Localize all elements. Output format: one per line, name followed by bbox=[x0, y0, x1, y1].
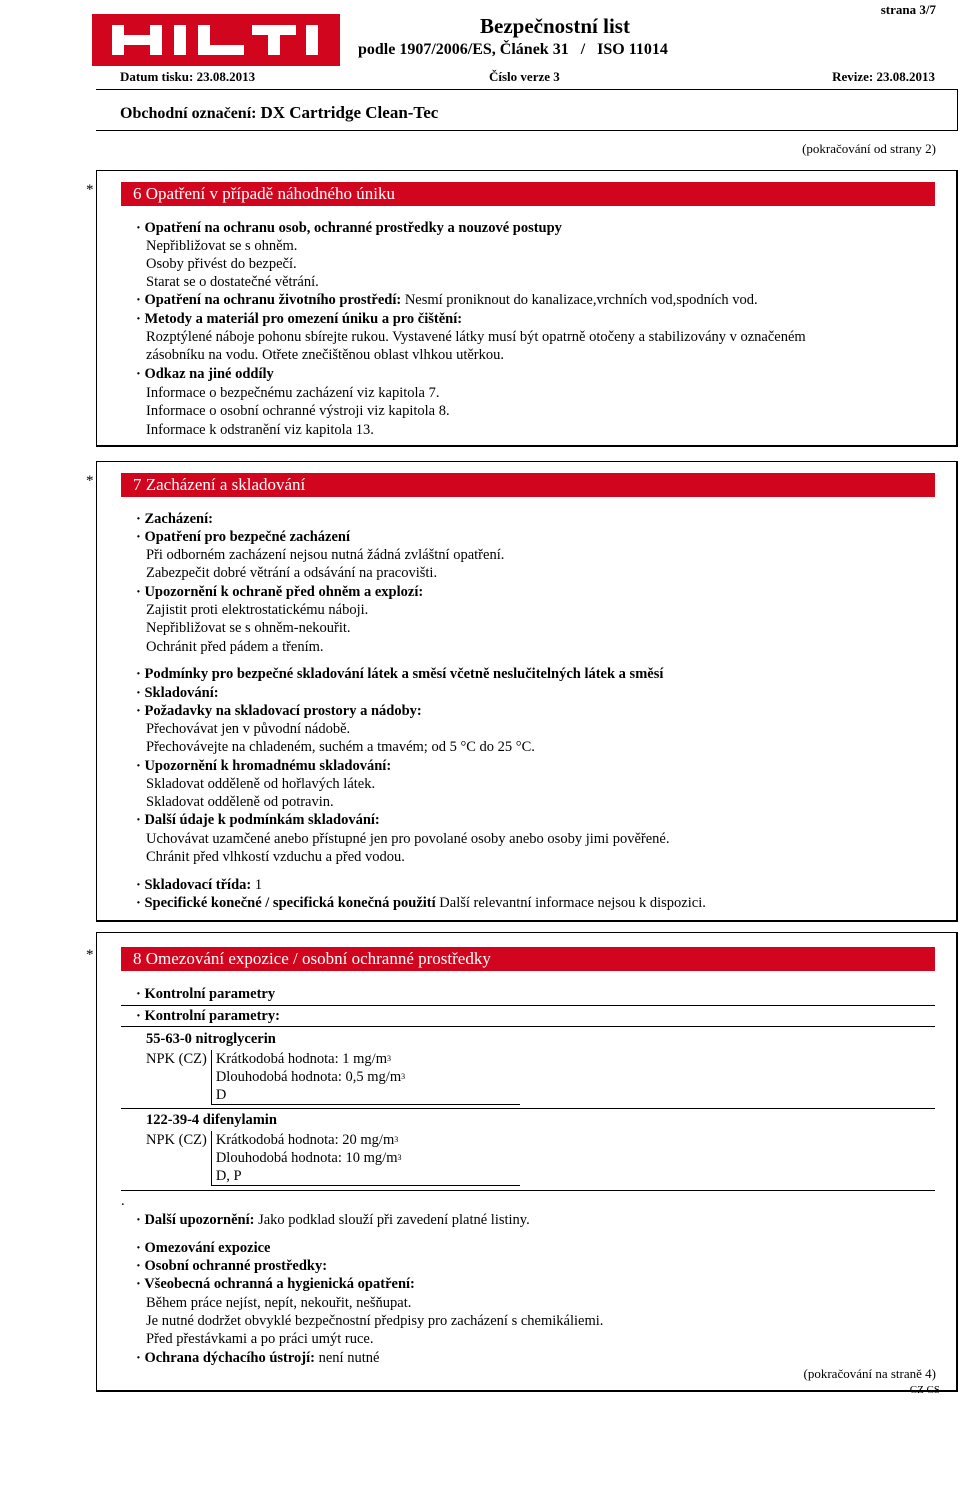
field-label: · Podmínky pro bezpečné skladování látek a směsí včetně neslučitelných látek a směsí bbox=[136, 666, 664, 682]
text-row bbox=[146, 237, 297, 255]
field-text: Informace o bezpečnému zacházení viz kapitola 7. bbox=[146, 385, 440, 401]
document-title: Bezpečnostní list bbox=[480, 14, 630, 38]
field-text: Nesmí proniknout do kanalizace,vrchních vod,spodních vod. bbox=[401, 292, 758, 308]
field-text: Zabezpečit dobré větrání a odsávání na pracovišti. bbox=[146, 565, 438, 581]
text-row bbox=[146, 830, 669, 848]
field-text: Starat se o dostatečné větrání. bbox=[146, 274, 319, 290]
field-row bbox=[136, 528, 350, 546]
table-end-dot: . bbox=[121, 1193, 125, 1209]
text-row bbox=[146, 601, 368, 619]
divider bbox=[121, 1108, 935, 1109]
limit-note: D bbox=[215, 1087, 227, 1103]
field-text: Informace k odstranění viz kapitola 13. bbox=[146, 422, 374, 438]
field-label: · Upozornění k hromadnému skladování: bbox=[136, 758, 392, 774]
text-row bbox=[146, 848, 405, 866]
field-row bbox=[136, 510, 213, 528]
field-label: · Odkaz na jiné oddíly bbox=[136, 366, 274, 382]
field-label: · Všeobecná ochranná a hygienická opatření: bbox=[136, 1276, 415, 1292]
limits-table bbox=[142, 1131, 520, 1186]
text-row bbox=[146, 564, 437, 582]
field-text: Nepřibližovat se s ohněm-nekouřit. bbox=[146, 620, 351, 636]
version-number: Číslo verze 3 bbox=[489, 69, 560, 84]
field-text: není nutné bbox=[314, 1350, 380, 1366]
field-text: Při odborném zacházení nejsou nutná žádná zvláštní opatření. bbox=[146, 547, 505, 563]
change-marker: * bbox=[86, 182, 94, 198]
field-row bbox=[136, 757, 391, 775]
field-label: · Skladovací třída: bbox=[136, 877, 252, 893]
text-row bbox=[146, 328, 806, 346]
field-row bbox=[136, 219, 562, 237]
npk-label: NPK (CZ) bbox=[142, 1050, 211, 1105]
field-row bbox=[136, 291, 758, 309]
field-label: · Metody a materiál pro omezení úniku a pro čištění: bbox=[136, 311, 463, 327]
field-row bbox=[136, 1349, 379, 1367]
unit-superscript: 3 bbox=[397, 1153, 402, 1162]
continued-from: (pokračování od strany 2) bbox=[802, 141, 936, 156]
limit-values bbox=[211, 1131, 520, 1186]
document-subtitle: podle 1907/2006/ES, Článek 31 / ISO 11014 bbox=[358, 41, 668, 58]
field-row bbox=[136, 665, 663, 683]
print-date: Datum tisku: 23.08.2013 bbox=[120, 69, 256, 84]
text-row bbox=[146, 384, 439, 402]
field-label: · Specifické konečné / specifická konečná použití bbox=[136, 895, 436, 911]
text-row bbox=[146, 273, 319, 291]
field-label: · Opatření pro bezpečné zacházení bbox=[136, 529, 350, 545]
text-row bbox=[146, 793, 334, 811]
section-6-title: 6 Opatření v případě náhodného úniku bbox=[121, 182, 935, 206]
substance-name: 55-63-0 nitroglycerin bbox=[146, 1031, 276, 1047]
field-text: Přechovávejte na chladeném, suchém a tmavém; od 5 °C do 25 °C. bbox=[146, 739, 535, 755]
text-row bbox=[146, 619, 351, 637]
limits-table bbox=[142, 1050, 520, 1105]
field-row bbox=[136, 1257, 327, 1275]
field-row bbox=[136, 876, 262, 894]
text-row bbox=[146, 720, 350, 738]
change-marker: * bbox=[86, 473, 94, 489]
text-row bbox=[146, 775, 375, 793]
header-divider bbox=[96, 89, 958, 90]
divider bbox=[121, 1026, 935, 1027]
divider bbox=[121, 1005, 935, 1006]
substance-name: 122-39-4 difenylamin bbox=[146, 1112, 277, 1128]
field-text: Nepřibližovat se s ohněm. bbox=[146, 238, 298, 254]
unit-superscript: 3 bbox=[386, 1054, 391, 1063]
field-label: · Opatření na ochranu osob, ochranné prostředky a nouzové postupy bbox=[136, 220, 562, 236]
header-right-border bbox=[957, 89, 958, 131]
field-label: · Zacházení: bbox=[136, 511, 213, 527]
divider bbox=[121, 1190, 935, 1191]
section-8-title: 8 Omezování expozice / osobní ochranné prostředky bbox=[121, 947, 935, 971]
trade-value: DX Cartridge Clean-Tec bbox=[260, 103, 439, 122]
field-row bbox=[136, 1211, 530, 1229]
field-row bbox=[136, 1239, 271, 1257]
change-marker: * bbox=[86, 947, 94, 963]
unit-superscript: 3 bbox=[394, 1135, 399, 1144]
text-row bbox=[146, 738, 535, 756]
field-label: · Další upozornění: bbox=[136, 1212, 255, 1228]
field-row bbox=[136, 811, 380, 829]
field-text: Další relevantní informace nejsou k dispozici. bbox=[435, 895, 706, 911]
text-row bbox=[146, 255, 297, 273]
trade-label: Obchodní označení: bbox=[120, 105, 261, 122]
page-number: strana 3/7 bbox=[880, 2, 936, 17]
field-text: Ochránit před pádem a třením. bbox=[146, 639, 324, 655]
field-text: Skladovat odděleně od hořlavých látek. bbox=[146, 776, 376, 792]
text-row bbox=[146, 421, 374, 439]
section-7-title: 7 Zacházení a skladování bbox=[121, 473, 935, 497]
field-text: Přechovávat jen v původní nádobě. bbox=[146, 721, 351, 737]
field-label: · Upozornění k ochraně před ohněm a explozí: bbox=[136, 584, 424, 600]
field-row bbox=[136, 583, 423, 601]
text-row bbox=[146, 1312, 603, 1330]
language-code: CZ CS bbox=[909, 1384, 940, 1396]
text-row bbox=[146, 1294, 411, 1312]
field-text: 1 bbox=[251, 877, 263, 893]
control-parameters-heading: · Kontrolní parametry bbox=[136, 986, 276, 1002]
field-text: Zajistit proti elektrostatickému náboji. bbox=[146, 602, 369, 618]
field-row bbox=[136, 1275, 415, 1293]
field-text: Je nutné dodržet obvyklé bezpečnostní předpisy pro zacházení s chemikáliemi. bbox=[146, 1313, 604, 1329]
trade-divider bbox=[96, 130, 958, 131]
field-text: Skladovat odděleně od potravin. bbox=[146, 794, 334, 810]
continued-to: (pokračování na straně 4) bbox=[803, 1366, 936, 1381]
field-text: Osoby přivést do bezpečí. bbox=[146, 256, 297, 272]
limit-note: D, P bbox=[215, 1168, 242, 1184]
field-row bbox=[136, 310, 462, 328]
long-term-value: Dlouhodobá hodnota: 10 mg/m bbox=[215, 1150, 398, 1166]
field-text: Během práce nejíst, nepít, nekouřit, nešňupat. bbox=[146, 1295, 412, 1311]
field-text: Před přestávkami a po práci umýt ruce. bbox=[146, 1331, 374, 1347]
text-row bbox=[146, 402, 450, 420]
field-row bbox=[136, 365, 274, 383]
text-row bbox=[146, 1330, 374, 1348]
npk-label: NPK (CZ) bbox=[142, 1131, 211, 1186]
field-text: Informace o osobní ochranné výstroji viz kapitola 8. bbox=[146, 403, 450, 419]
hilti-logo bbox=[92, 14, 340, 66]
trade-name bbox=[120, 103, 438, 123]
revision-date: Revize: 23.08.2013 bbox=[832, 69, 935, 84]
field-row bbox=[136, 894, 706, 912]
hilti-logo-mark bbox=[92, 14, 340, 66]
short-term-value: Krátkodobá hodnota: 20 mg/m bbox=[215, 1132, 395, 1148]
field-row bbox=[136, 702, 422, 720]
field-text: Rozptýlené náboje pohonu sbírejte rukou. Vystavené látky musí být opatrně otočeny a stabilizovány v označeném bbox=[146, 329, 806, 345]
field-text: Chránit před vlhkostí vzduchu a před vodou. bbox=[146, 849, 405, 865]
control-parameters-subheading: · Kontrolní parametry: bbox=[136, 1008, 280, 1024]
field-label: · Skladování: bbox=[136, 685, 219, 701]
text-row bbox=[146, 638, 324, 656]
field-label: · Omezování expozice bbox=[136, 1240, 271, 1256]
short-term-value: Krátkodobá hodnota: 1 mg/m bbox=[215, 1051, 387, 1067]
field-label: · Požadavky na skladovací prostory a nádoby: bbox=[136, 703, 422, 719]
unit-superscript: 3 bbox=[401, 1072, 406, 1081]
text-row bbox=[146, 346, 504, 364]
field-label: · Další údaje k podmínkám skladování: bbox=[136, 812, 380, 828]
text-row bbox=[146, 546, 504, 564]
long-term-value: Dlouhodobá hodnota: 0,5 mg/m bbox=[215, 1069, 402, 1085]
field-label: · Ochrana dýchacího ústrojí: bbox=[136, 1350, 315, 1366]
field-label: · Opatření na ochranu životního prostředí: bbox=[136, 292, 402, 308]
field-row bbox=[136, 684, 219, 702]
limit-values bbox=[211, 1050, 520, 1105]
field-text: Uchovávat uzamčené anebo přístupné jen pro povolané osoby anebo osoby jimi pověřené. bbox=[146, 831, 670, 847]
field-text: zásobníku na vodu. Otřete znečištěnou oblast vlhkou utěrkou. bbox=[146, 347, 504, 363]
field-text: Jako podklad slouží při zavedení platné listiny. bbox=[254, 1212, 530, 1228]
field-label: · Osobní ochranné prostředky: bbox=[136, 1258, 328, 1274]
